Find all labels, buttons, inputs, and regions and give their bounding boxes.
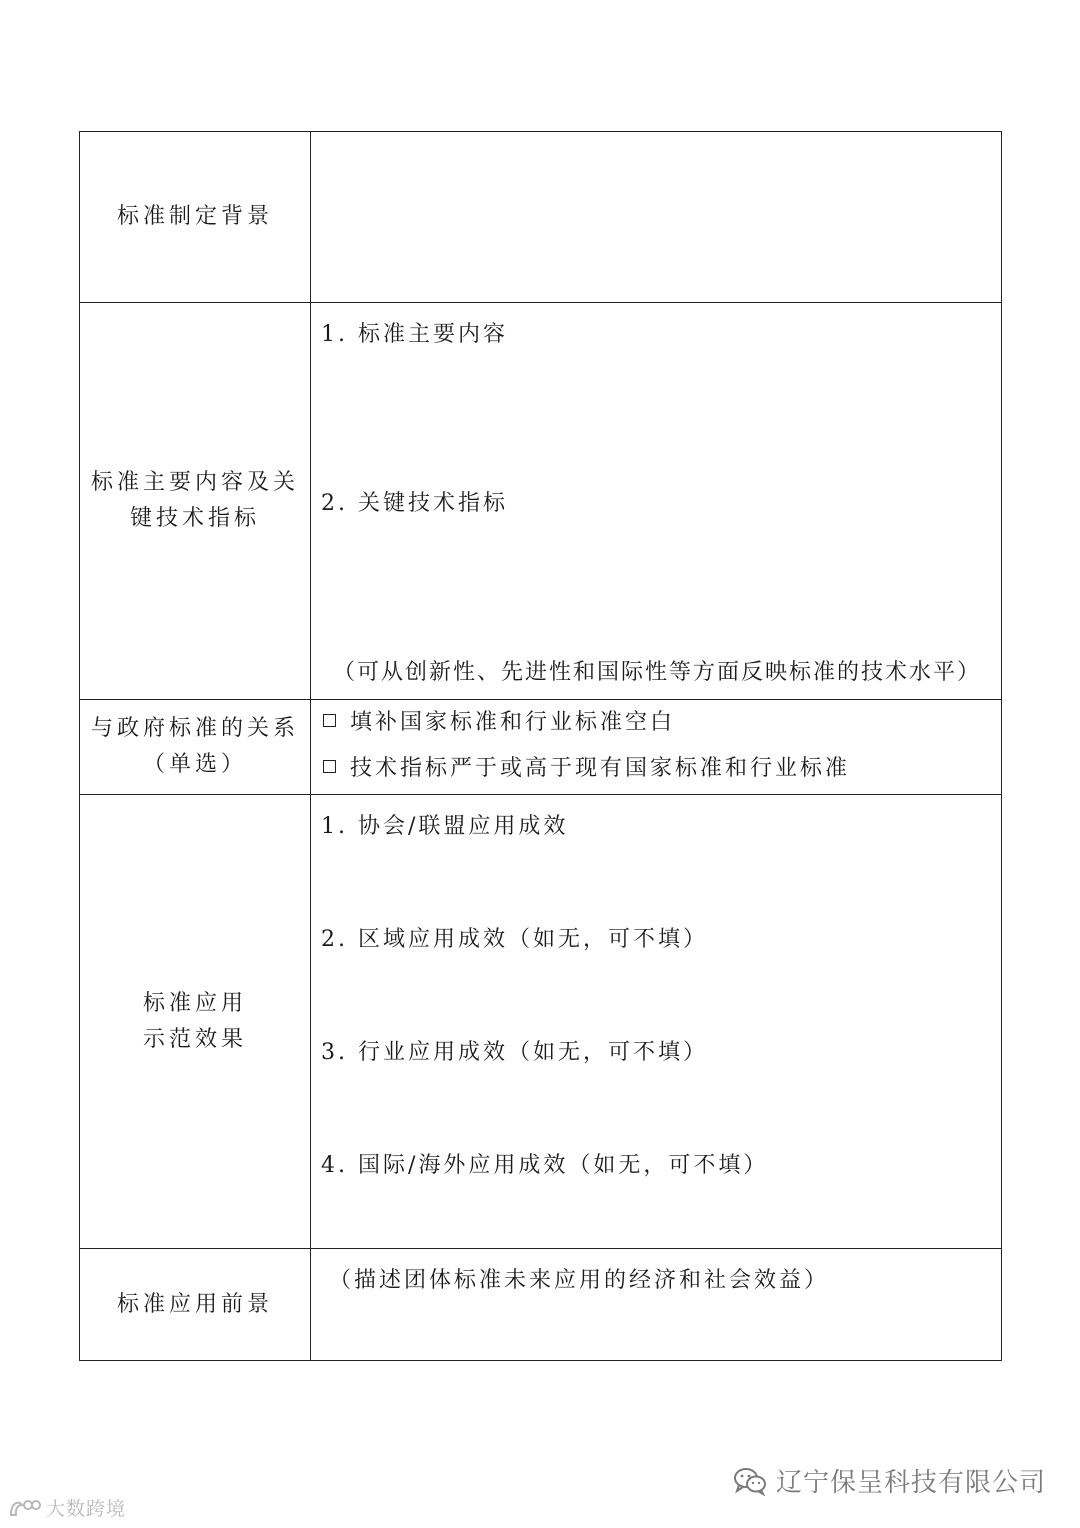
row-effect [80,795,1002,1249]
watermark-left [8,1494,126,1521]
wechat-icon [732,1466,768,1496]
effect-item-2: 2. 区域应用成效（如无，可不填） [321,927,708,952]
label-background-text: 标准制定背景 [116,204,273,229]
label-background [80,132,311,303]
relation-option-2[interactable] [323,751,850,782]
application-form-table [79,131,1002,1361]
row-background [80,132,1002,303]
watermark-right-text: 辽宁保呈科技有限公司 [775,1468,1046,1498]
content-relation [311,700,1002,795]
content-item-2: 2. 关键技术指标 [321,491,508,516]
relation-option-2-label: 技术指标严于或高于现有国家标准和行业标准 [350,756,851,781]
content-item-1: 1. 标准主要内容 [321,322,508,347]
content-main[interactable] [311,303,1002,700]
label-relation-line1: 与政府标准的关系 [90,716,299,741]
content-background[interactable] [311,132,1002,303]
row-content [80,303,1002,700]
relation-option-1[interactable] [323,705,675,736]
label-relation-line2: （单选） [142,752,247,777]
label-relation [80,700,311,795]
label-effect-line2: 示范效果 [142,1026,247,1052]
checkbox-icon[interactable] [323,760,336,773]
checkbox-icon[interactable] [323,714,336,727]
row-prospect [80,1249,1002,1361]
content-prospect[interactable] [311,1249,1002,1361]
label-prospect [80,1249,311,1361]
label-content [80,303,311,700]
label-content-line2: 键技术指标 [129,506,260,531]
label-prospect-text: 标准应用前景 [116,1291,273,1317]
content-note: （可从创新性、先进性和国际性等方面反映标准的技术水平） [333,660,982,685]
content-effect[interactable] [311,795,1002,1249]
row-relation [80,700,1002,795]
effect-item-4: 4. 国际/海外应用成效（如无，可不填） [321,1153,769,1178]
effect-item-3: 3. 行业应用成效（如无，可不填） [321,1040,708,1065]
prospect-note: （描述团体标准未来应用的经济和社会效益） [329,1268,830,1293]
label-content-line1: 标准主要内容及关 [90,470,299,495]
relation-option-1-label: 填补国家标准和行业标准空白 [350,710,676,735]
label-effect [80,795,311,1249]
watermark-left-text: 大数跨境 [46,1498,127,1520]
brand-logo-icon [8,1497,42,1519]
label-effect-line1: 标准应用 [142,990,247,1016]
effect-item-1: 1. 协会/联盟应用成效 [321,814,569,839]
watermark-right [732,1462,1046,1499]
